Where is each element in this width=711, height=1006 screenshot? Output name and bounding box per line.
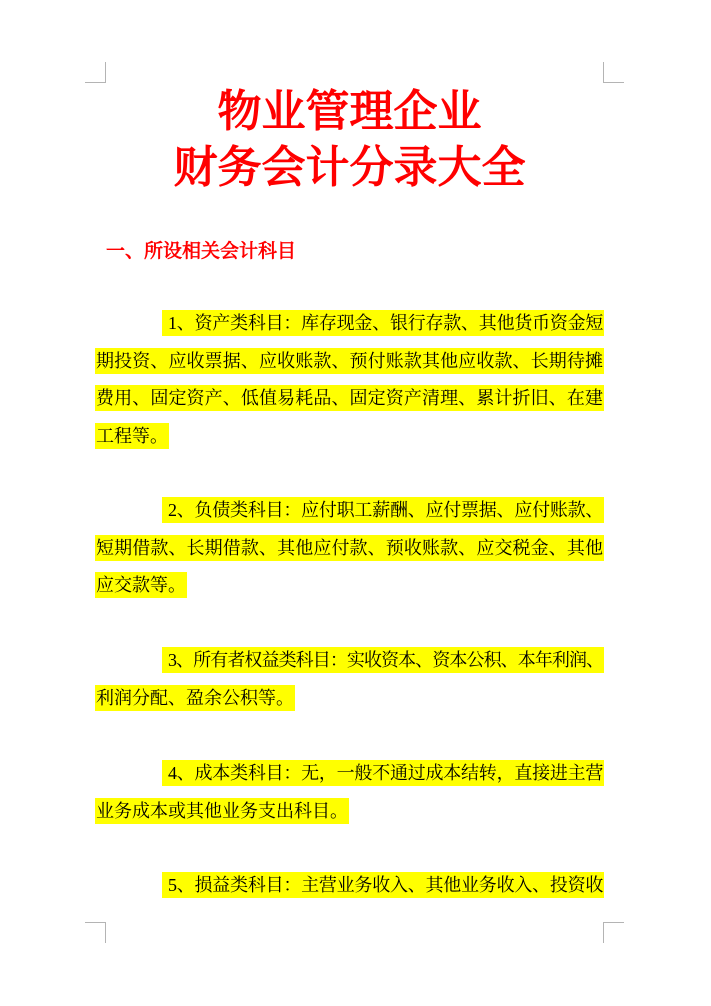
crop-mark-top-right bbox=[603, 62, 624, 83]
paragraph-4 bbox=[95, 755, 604, 830]
text-line bbox=[95, 793, 604, 831]
highlighted-text: 5、损益类科目：主营业务收入、其他业务收入、投资收 bbox=[162, 872, 604, 898]
highlighted-text: 业务成本或其他业务支出科目。 bbox=[95, 798, 349, 824]
highlighted-text: 2、负债类科目：应付职工薪酬、应付票据、应付账款、 bbox=[162, 497, 604, 523]
paragraph-5 bbox=[95, 867, 604, 905]
highlighted-text: 利润分配、盈余公积等。 bbox=[95, 685, 295, 711]
highlighted-text: 费用、固定资产、低值易耗品、固定资产清理、累计折旧、在建 bbox=[95, 385, 604, 411]
highlighted-text: 工程等。 bbox=[95, 423, 169, 449]
doc-title-line-1: 物业管理企业 bbox=[217, 87, 482, 136]
highlighted-text: 应交款等。 bbox=[95, 572, 187, 598]
highlighted-text: 4、成本类科目：无，一般不通过成本结转，直接进主营 bbox=[162, 760, 604, 786]
highlighted-text: 期投资、应收票据、应收账款、预付账款其他应收款、长期待摊 bbox=[95, 348, 604, 374]
doc-title-line-2: 财务会计分录大全 bbox=[173, 143, 526, 192]
text-line bbox=[95, 305, 604, 343]
paragraph-3 bbox=[95, 642, 604, 717]
text-line bbox=[95, 380, 604, 418]
section-heading: 一、所设相关会计科目 bbox=[106, 241, 297, 262]
text-line bbox=[95, 567, 604, 605]
crop-mark-bottom-right bbox=[603, 922, 624, 943]
doc-title bbox=[95, 84, 604, 196]
text-line bbox=[95, 867, 604, 905]
text-line bbox=[95, 418, 604, 456]
paragraph-2 bbox=[95, 492, 604, 605]
highlighted-text: 3、所有者权益类科目：实收资本、资本公积、本年利润、 bbox=[162, 647, 604, 673]
text-line bbox=[95, 680, 604, 718]
text-line bbox=[95, 530, 604, 568]
text-line bbox=[95, 755, 604, 793]
text-line bbox=[95, 492, 604, 530]
highlighted-text: 短期借款、长期借款、其他应付款、预收账款、应交税金、其他 bbox=[95, 535, 604, 561]
text-line bbox=[95, 642, 604, 680]
crop-mark-top-left bbox=[85, 62, 106, 83]
paragraph-1 bbox=[95, 305, 604, 455]
highlighted-text: 1、资产类科目：库存现金、银行存款、其他货币资金短 bbox=[162, 310, 604, 336]
text-line bbox=[95, 343, 604, 381]
crop-mark-bottom-left bbox=[85, 922, 106, 943]
